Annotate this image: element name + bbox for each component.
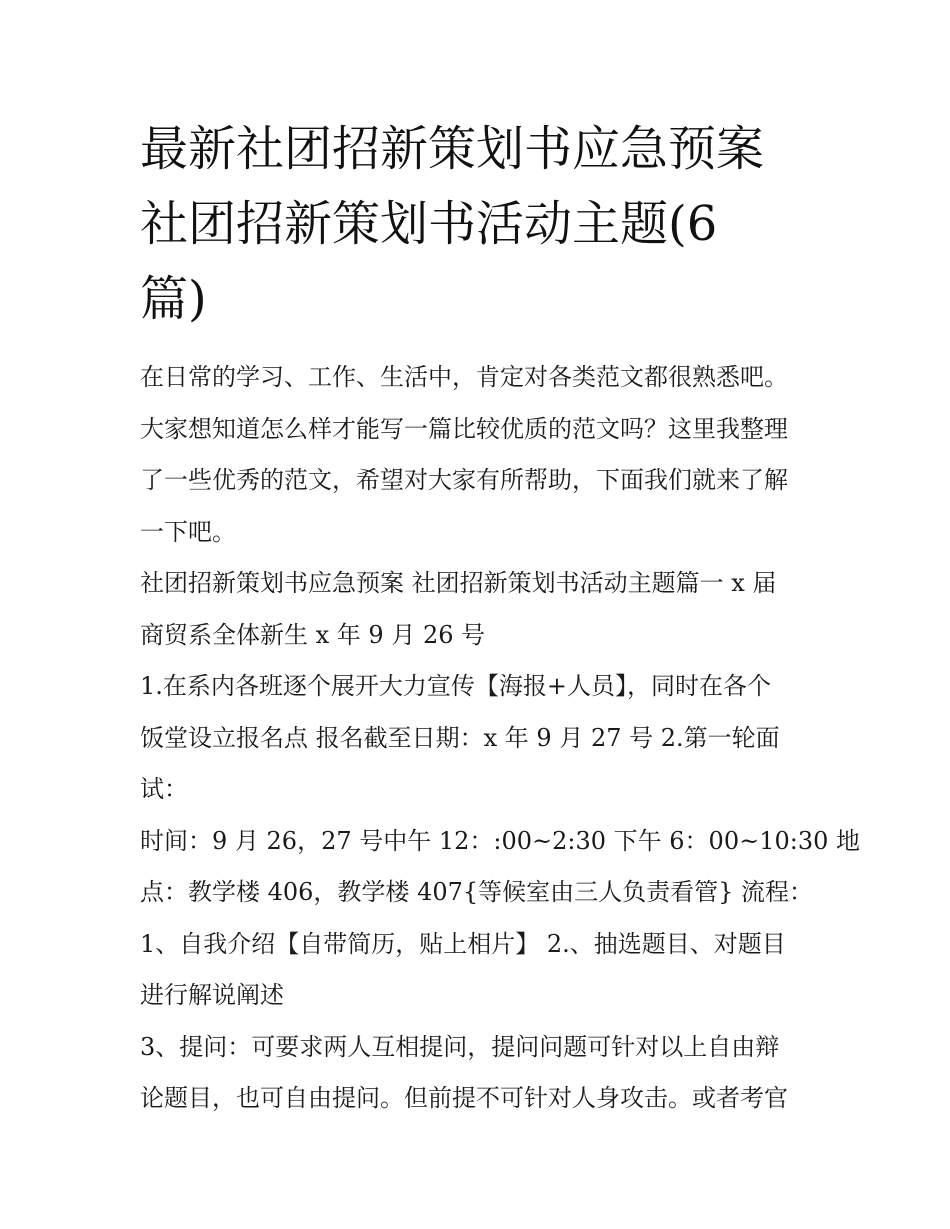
body-line-11: 点：教学楼 406，教学楼 407{等候室由三人负责看管} 流程： [140, 878, 814, 906]
body-line-4: 一下吧。 [140, 517, 236, 546]
body-line-15: 论题目，也可自由提问。但前提不可针对人身攻击。或者考官 [140, 1084, 788, 1112]
title-line-2: 社团招新策划书活动主题(6 [140, 196, 718, 252]
body-line-14: 3、提问：可要求两人互相提问，提问问题可针对以上自由辩 [140, 1032, 780, 1061]
body-line-10: 时间：9 月 26，27 号中午 12：:00~2:30 下午 6：00~10:30 地 [140, 826, 860, 855]
body-line-8: 饭堂设立报名点 报名截至日期：x 年 9 月 27 号 2.第一轮面 [140, 723, 780, 752]
body-line-5: 社团招新策划书应急预案 社团招新策划书活动主题篇一 x 届 [140, 569, 777, 597]
title-line-1: 最新社团招新策划书应急预案 [140, 121, 765, 177]
body-line-12: 1、自我介绍【自带简历，贴上相片】 2.、抽选题目、对题目 [140, 929, 786, 958]
body-line-2: 大家想知道怎么样才能写一篇比较优质的范文吗？这里我整理 [140, 414, 788, 443]
body-line-3: 了一些优秀的范文，希望对大家有所帮助，下面我们就来了解 [140, 466, 788, 494]
document-title [140, 112, 820, 337]
body-line-1: 在日常的学习、工作、生活中，肯定对各类范文都很熟悉吧。 [140, 363, 788, 391]
title-line-3: 篇) [140, 271, 207, 327]
body-line-13: 进行解说阐述 [140, 981, 284, 1009]
body-line-9: 试： [140, 775, 188, 803]
body-line-6: 商贸系全体新生 x 年 9 月 26 号 [140, 620, 486, 649]
body-line-7: 1.在系内各班逐个展开大力宣传【海报+人员】，同时在各个 [140, 672, 772, 700]
document-body [140, 352, 860, 1125]
